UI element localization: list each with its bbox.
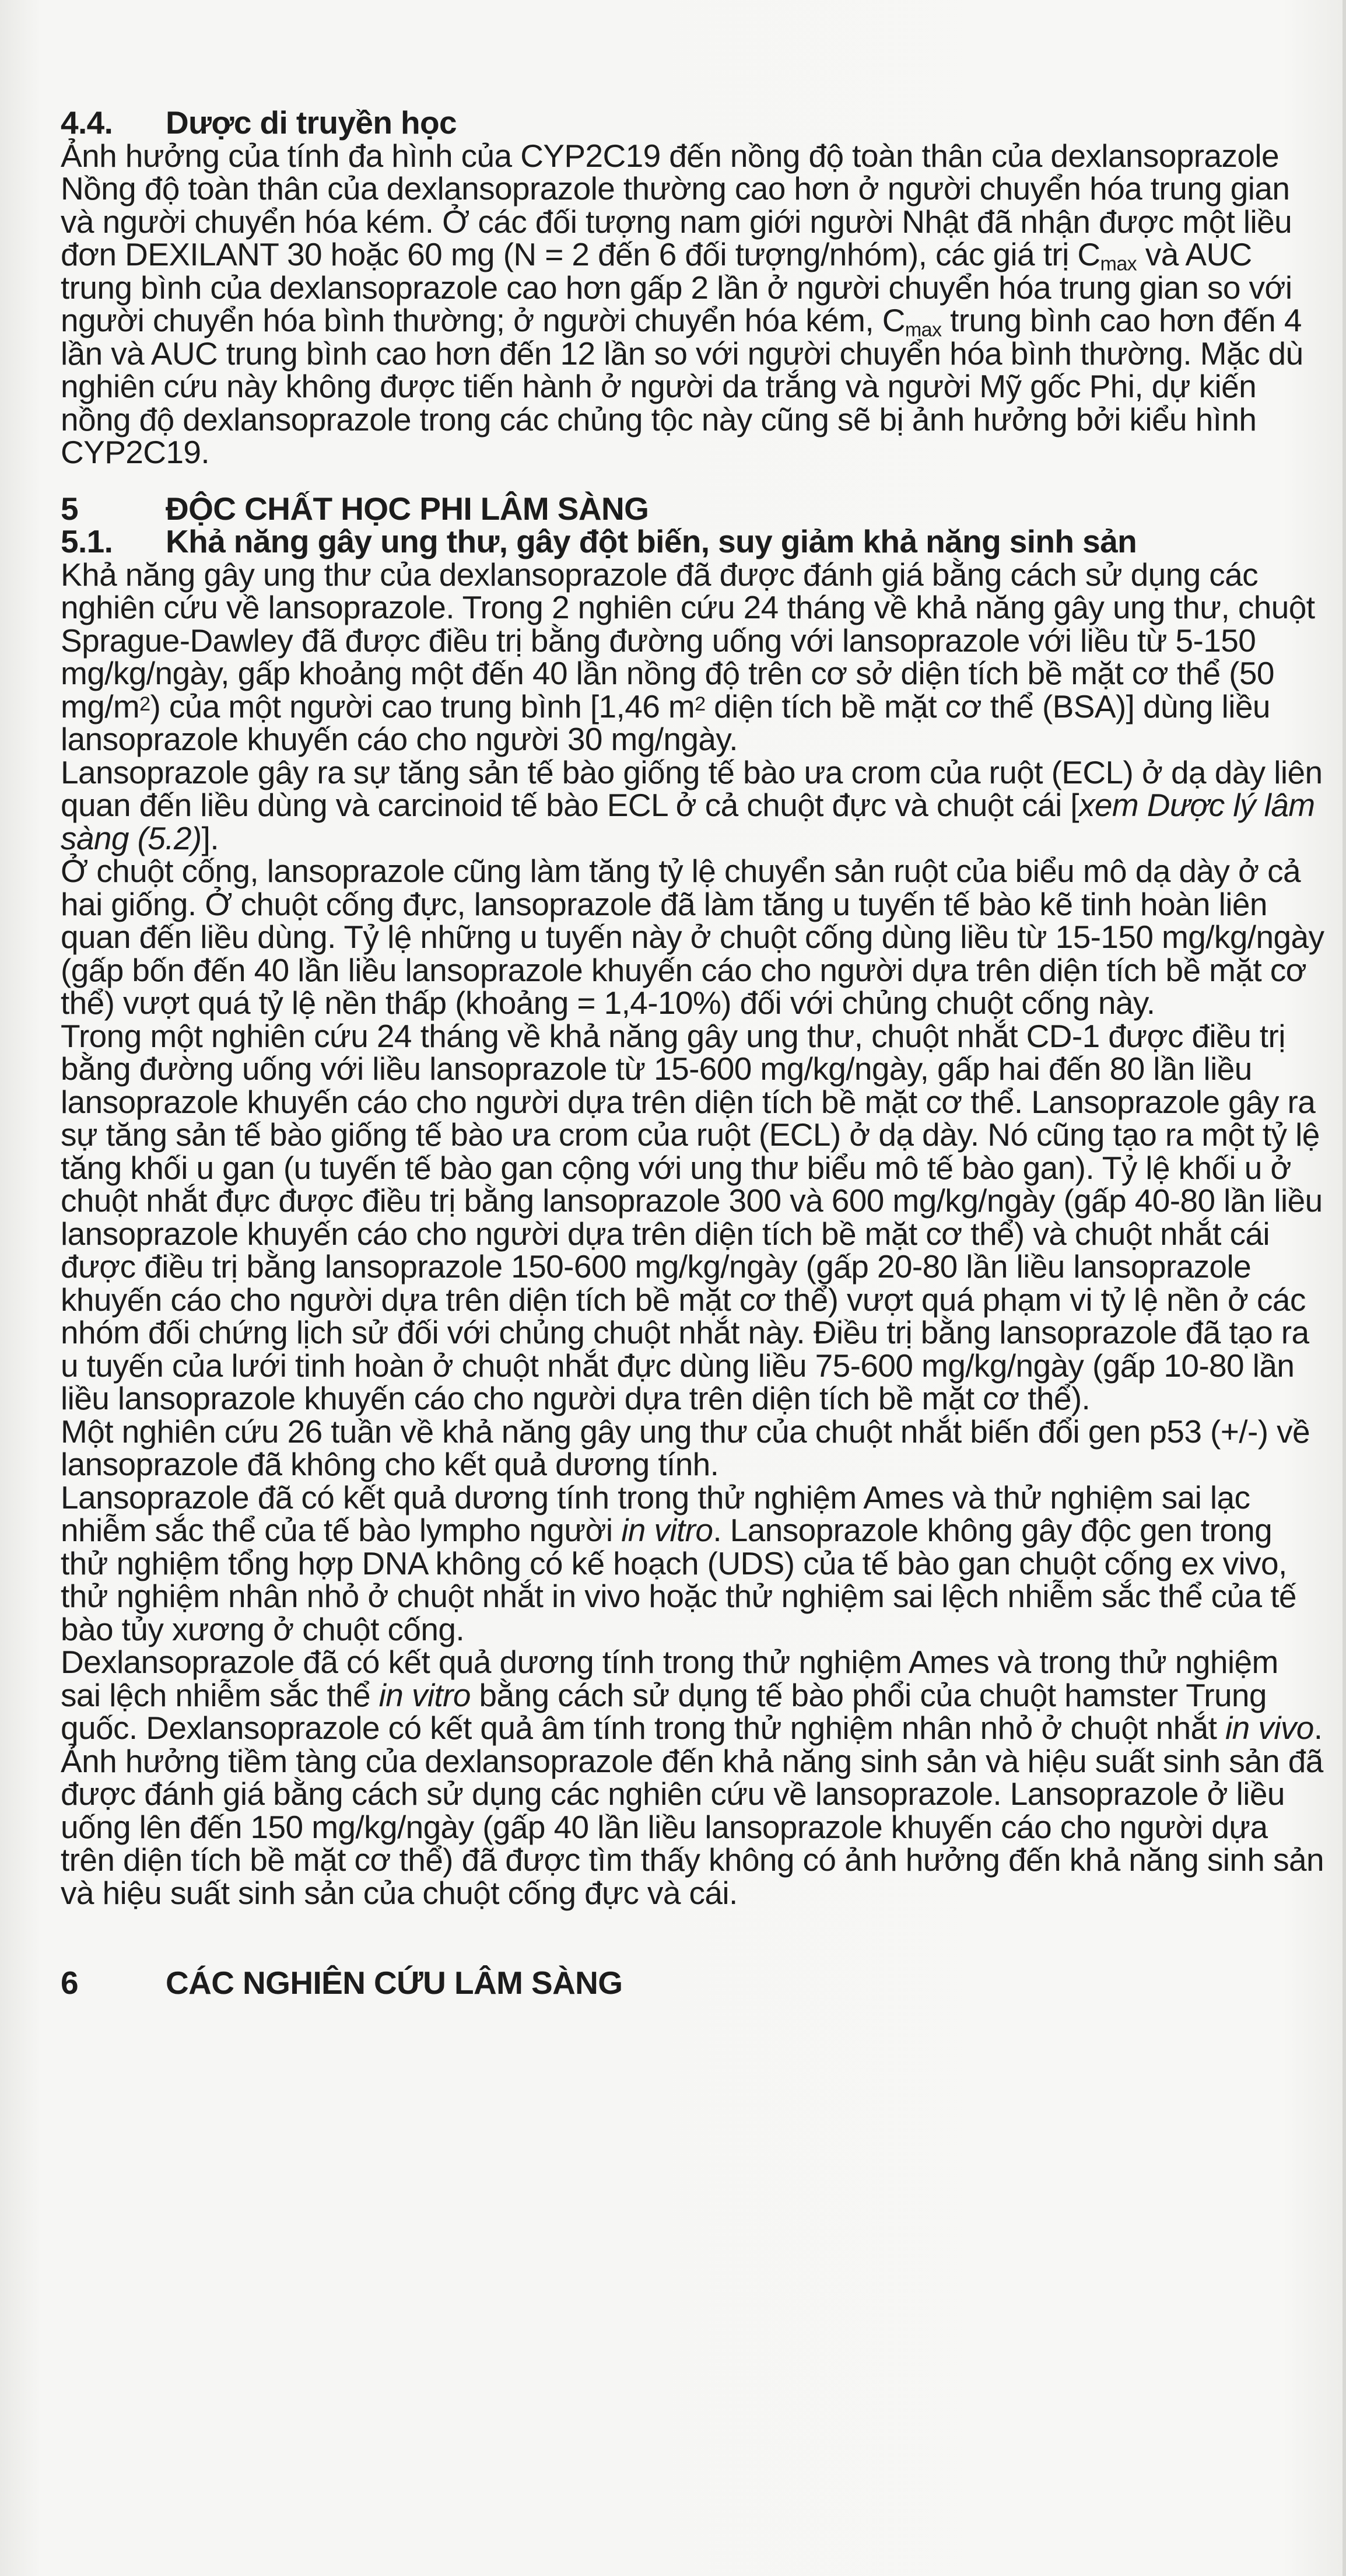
section-5-1-paragraph-6: Lansoprazole đã có kết quả dương tính trong thử nghiệm Ames và thử nghiệm sai lạc nhiễm sắc thể của tế bào lympho người in vitro. Lansoprazole không gây độc gen trong thử nghiệm tổng hợp DNA không có kế hoạch (UDS) của tế bào gan chuột cống ex vivo, thử nghiệm nhân nhỏ ở chuột nhắt in vivo hoặc thử nghiệm sai lệch nhiễm sắc thể của tế bào tủy xương ở chuột cống.: [61, 1479, 1296, 1647]
section-5-1-paragraph-3: Ở chuột cống, lansoprazole cũng làm tăng tỷ lệ chuyển sản ruột của biểu mô dạ dày ở cả hai giống. Ở chuột cống đực, lansoprazole đã làm tăng u tuyến tế bào kẽ tinh hoàn liên quan đến liều dùng. Tỷ lệ những u tuyến này ở chuột cống dùng liều từ 15-150 mg/kg/ngày (gấp bốn đến 40 lần liều lansoprazole khuyến cáo cho người dựa trên diện tích bề mặt cơ thể) vượt quá tỷ lệ nền thấp (khoảng = 1,4-10%) đối với chủng chuột cống này.: [61, 853, 1324, 1021]
section-5-1-paragraph-2: Lansoprazole gây ra sự tăng sản tế bào giống tế bào ưa crom của ruột (ECL) ở dạ dày liên quan đến liều dùng và carcinoid tế bào ECL ở cả chuột đực và chuột cái [xem Dược lý lâm sàng (5.2)].: [61, 754, 1323, 856]
cross-reference: xem Dược lý lâm sàng (5.2): [61, 787, 1315, 856]
section-number: 5: [61, 490, 78, 527]
page-fold-shadow: [1343, 0, 1346, 2576]
section-title: CÁC NGHIÊN CỨU LÂM SÀNG: [166, 1965, 623, 2001]
section-4-4-paragraph: Nồng độ toàn thân của dexlansoprazole thường cao hơn ở người chuyển hóa trung gian và người chuyển hóa kém. Ở các đối tượng nam giới người Nhật đã nhận được một liều đơn DEXILANT 30 hoặc 60 mg (N = 2 đến 6 đối tượng/nhóm), các giá trị $C_{max}$ và AUC trung bình của dexlansoprazole cao hơn gấp 2 lần ở người chuyển hóa trung gian so với người chuyển hóa bình thường; ở người chuyển hóa kém, $C_{max}$ trung bình cao hơn đến 4 lần và AUC trung bình cao hơn đến 12 lần so với người chuyển hóa bình thường. Mặc dù nghiên cứu này không được tiến hành ở người da trắng và người Mỹ gốc Phi, dự kiến nồng độ dexlansoprazole trong các chủng tộc này cũng sẽ bị ảnh hưởng bởi kiểu hình CYP2C19.: [61, 170, 1303, 470]
section-number: 6: [61, 1965, 78, 2001]
section-title: Khả năng gây ung thư, gây đột biến, suy giảm khả năng sinh sản: [166, 523, 1137, 559]
section-5-1-paragraph-7: Dexlansoprazole đã có kết quả dương tính trong thử nghiệm Ames và trong thử nghiệm sai lệch nhiễm sắc thể in vitro bằng cách sử dụng tế bào phổi của chuột hamster Trung quốc. Dexlansoprazole có kết quả âm tính trong thử nghiệm nhân nhỏ ở chuột nhắt in vivo.: [61, 1644, 1323, 1746]
section-5-1-paragraph-5: Một nghiên cứu 26 tuần về khả năng gây ung thư của chuột nhắt biến đổi gen p53 (+/-) về lansoprazole đã không cho kết quả dương tính.: [61, 1413, 1310, 1482]
section-number: 4.4.: [61, 104, 113, 141]
section-6-heading: [61, 1966, 1326, 2000]
section-4-4-heading: [61, 106, 1326, 139]
section-number: 5.1.: [61, 523, 113, 559]
document-content: [61, 106, 1326, 2000]
section-5-1-paragraph-1: Khả năng gây ung thư của dexlansoprazole đã được đánh giá bằng cách sử dụng các nghiên cứu về lansoprazole. Trong 2 nghiên cứu 24 tháng về khả năng gây ung thư, chuột Sprague-Dawley đã được điều trị bằng đường uống với lansoprazole với liều từ 5-150 mg/kg/ngày, gấp khoảng một đến 40 lần nồng độ trên cơ sở diện tích bề mặt cơ thể (50 $mg/m^2$) của một người cao trung bình [1,46 $m^2$ diện tích bề mặt cơ thể (BSA)] dùng liều lansoprazole khuyến cáo cho người 30 mg/ngày.: [61, 556, 1315, 757]
section-5-1-heading: [61, 525, 1326, 558]
section-5-heading: [61, 492, 1326, 526]
section-4-4-subtitle: Ảnh hưởng của tính đa hình của CYP2C19 đến nồng độ toàn thân của dexlansoprazole: [61, 137, 1279, 174]
section-5-1-paragraph-4: Trong một nghiên cứu 24 tháng về khả năng gây ung thư, chuột nhắt CD-1 được điều trị bằng đường uống với liều lansoprazole từ 15-600 mg/kg/ngày, gấp hai đến 80 lần liều lansoprazole khuyến cáo cho người dựa trên diện tích bề mặt cơ thể. Lansoprazole gây ra sự tăng sản tế bào giống tế bào ưa crom của ruột (ECL) ở dạ dày. Nó cũng tạo ra một tỷ lệ tăng khối u gan (u tuyến tế bào gan cộng với ung thư biểu mô tế bào gan). Tỷ lệ khối u ở chuột nhắt đực được điều trị bằng lansoprazole 300 và 600 mg/kg/ngày (gấp 40-80 lần liều lansoprazole khuyến cáo cho người dựa trên diện tích bề mặt cơ thể) và chuột nhắt cái được điều trị bằng lansoprazole 150-600 mg/kg/ngày (gấp 20-80 lần liều lansoprazole khuyến cáo cho người dựa trên diện tích bề mặt cơ thể) vượt quá phạm vi tỷ lệ nền ở các nhóm đối chứng lịch sử đối với chủng chuột nhắt này. Điều trị bằng lansoprazole đã tạo ra u tuyến của lưới tinh hoàn ở chuột nhắt đực dùng liều 75-600 mg/kg/ngày (gấp 10-80 lần liều lansoprazole khuyến cáo cho người dựa trên diện tích bề mặt cơ thể).: [61, 1017, 1323, 1416]
section-title: Dược di truyền học: [166, 104, 457, 141]
section-5-1-paragraph-8: Ảnh hưởng tiềm tàng của dexlansoprazole đến khả năng sinh sản và hiệu suất sinh sản đã được đánh giá bằng cách sử dụng các nghiên cứu về lansoprazole. Lansoprazole ở liều uống lên đến 150 mg/kg/ngày (gấp 40 lần liều lansoprazole khuyến cáo cho người dựa trên diện tích bề mặt cơ thể) đã được tìm thấy không có ảnh hưởng đến khả năng sinh sản và hiệu suất sinh sản của chuột cống đực và cái.: [61, 1742, 1324, 1911]
section-title: ĐỘC CHẤT HỌC PHI LÂM SÀNG: [166, 490, 649, 527]
